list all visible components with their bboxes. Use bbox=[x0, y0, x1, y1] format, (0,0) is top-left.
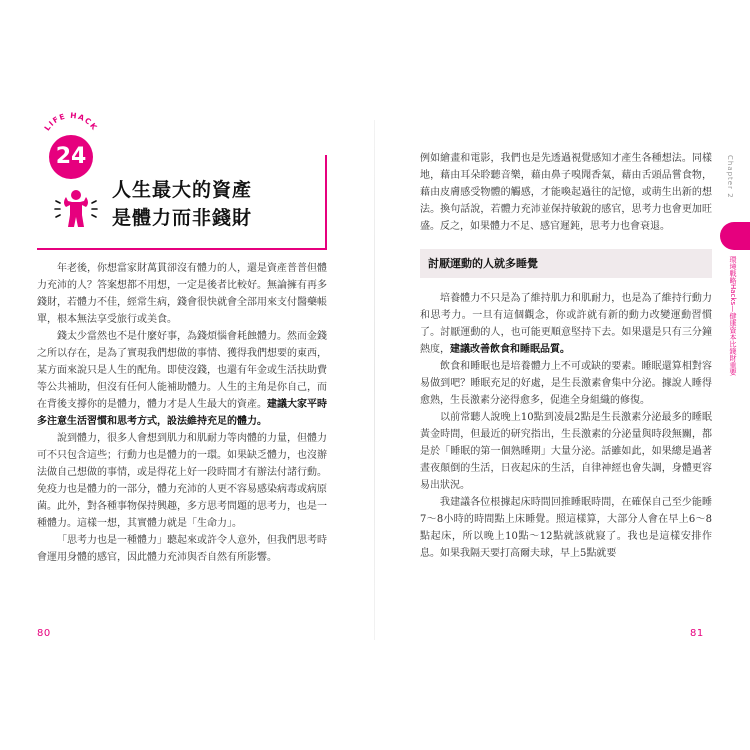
section-heading: 討厭運動的人就多睡覺 bbox=[420, 249, 712, 278]
right-body-text bbox=[420, 150, 712, 562]
badge-arc-text: LIFE HACK bbox=[42, 110, 100, 133]
paragraph-text: 培養體力不只是為了維持肌力和肌耐力，也是為了維持行動力和思考力。一旦有這個觀念，你或許就有新的動力改變運動習慣了。討厭運動的人，也可能更順意堅持下去。如果還是只有三分鐘熱度， bbox=[420, 293, 712, 355]
chapter-label: Chapter 2 bbox=[726, 155, 734, 199]
paragraph-text: 錢太少當然也不是什麼好事，為錢煩惱會耗蝕體力。然而金錢之所以存在，是為了實現我們想做的事情、獲得我們想要的東西，某方面來說只是人生的配角。即使沒錢，也還有年金或生活扶助費等公共補助，但沒有任何人能補助體力。人生的主角是你自己，而在背後支撐你的是體力，體力才是人生最大的資產。 bbox=[37, 331, 327, 410]
right-page bbox=[420, 150, 712, 562]
svg-text:LIFE HACK bbox=[43, 111, 100, 133]
strong-person-icon bbox=[52, 185, 100, 233]
paragraph: 例如繪畫和電影，我們也是先透過視覺感知才產生各種想法。同樣地，藉由耳朵聆聽音樂，藉由鼻子嗅聞香氣，藉由舌頭品嘗食物，藉由皮膚感受物體的觸感，才能喚起過往的記憶，或萌生出新的想法。換句話說，若體力充沛並保持敏銳的感官，思考力也會更加旺盛。反之，如果體力不足、感官遲鈍，思考力也會衰退。 bbox=[420, 153, 712, 232]
left-page bbox=[37, 110, 337, 640]
left-body-text bbox=[37, 260, 327, 566]
highlighted-advice: 建議改善飲食和睡眠品質。 bbox=[450, 344, 570, 355]
chapter-title-line1: 人生最大的資產 bbox=[112, 179, 253, 201]
paragraph bbox=[37, 328, 327, 430]
hack-number: 24 bbox=[49, 135, 93, 179]
chapter-title-line2: 是體力而非錢財 bbox=[112, 207, 253, 229]
title-box bbox=[37, 155, 327, 250]
paragraph: 飲食和睡眠也是培養體力上不可或缺的要素。睡眠還算相對容易做到吧？睡眠充足的好處，是生長激素會集中分泌。據說人睡得愈熟，生長激素分泌得愈多，促進全身組織的修復。 bbox=[420, 361, 712, 406]
paragraph: 說到體力，很多人會想到肌力和肌耐力等肉體的力量，但體力可不只包含這些；行動力也是體力的一環。如果缺乏體力，也沒辦法做自己想做的事情，或是得花上好一段時間才有辦法付諸行動。免疫力也是體力的一部分，體力充沛的人更不容易感染病毒或病原菌。此外，對各種事物保持興趣，多方思考問題的思考力，也是一種體力。這樣一想，其實體力就是「生命力」。 bbox=[37, 433, 327, 529]
paragraph: 年老後，你想當家財萬貫卻沒有體力的人，還是資產普普但體力充沛的人？答案想都不用想，一定是後者比較好。無論擁有再多錢財，若體力不佳，經常生病，錢會很快就會全部用來支付醫藥帳單，根本無法享受旅行或美食。 bbox=[37, 263, 327, 325]
paragraph: 以前常聽人說晚上10點到凌晨2點是生長激素分泌最多的睡眠黃金時間，但最近的研究指出，生長激素的分泌量與時段無關，都是於「睡眠的第一個熟睡期」大量分泌。話雖如此，如果總是過著晝夜顛倒的生活，日夜起床的生活，自律神經也會失調，身體更容易出狀況。 bbox=[420, 412, 712, 491]
chapter-side-title: 環境戰略Hacks—健康資本比錢財重要 bbox=[729, 256, 737, 376]
highlighted-advice: 建議大家平時多注意生活習慣和思考方式，設法維持充足的體力。 bbox=[37, 399, 327, 427]
paragraph: 我建議各位根據起床時間回推睡眠時間，在確保自己至少能睡7～8小時的時間點上床睡覺。照這樣算，大部分人會在早上6～8點起床，所以晚上10點～12點就該就寢了。我也是這樣安排作息。如果我隔天要打高爾夫球，早上5點就要 bbox=[420, 497, 712, 559]
page-number-right: 81 bbox=[690, 628, 704, 639]
chapter-tab-marker bbox=[720, 222, 750, 250]
page-gutter bbox=[374, 120, 375, 640]
page-number-left: 80 bbox=[37, 628, 51, 639]
paragraph: 「思考力也是一種體力」聽起來或許令人意外，但我們思考時會運用身體的感官，因此體力充沛與否自然有所影響。 bbox=[37, 535, 327, 563]
paragraph bbox=[420, 290, 712, 358]
